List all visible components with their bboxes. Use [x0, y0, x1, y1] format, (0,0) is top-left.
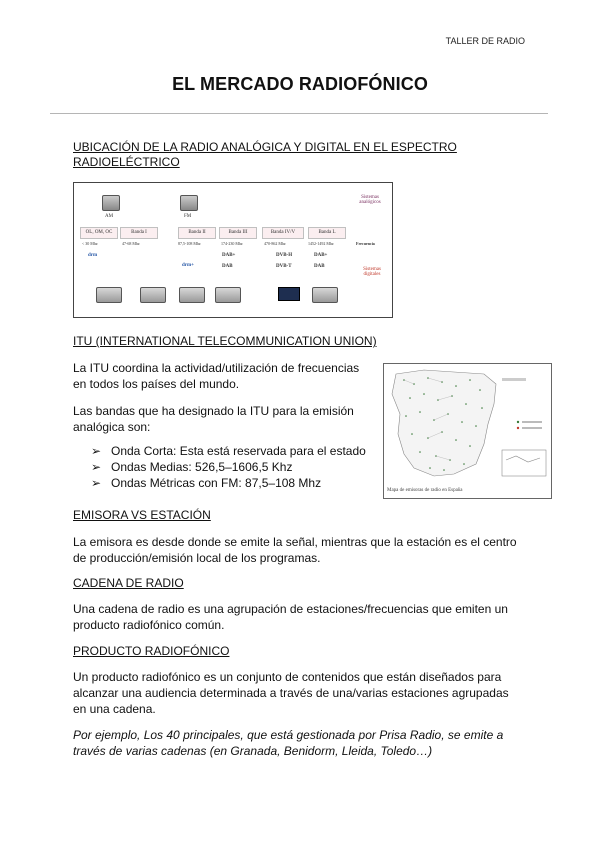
freq-label: 1452-1492 Mhz: [308, 241, 334, 246]
digital-radio-device: [140, 287, 166, 303]
arrow-bullet-icon: ➢: [91, 476, 102, 490]
producto-example-line1: Por ejemplo, Los 40 principales, que está gestionada por Prisa Radio, se emite a: [73, 728, 504, 742]
freq-label: 470-862 Mhz: [264, 241, 286, 246]
spectrum-figure: [73, 182, 393, 318]
section-heading-producto: PRODUCTO RADIOFÓNICO: [73, 644, 230, 658]
itu-paragraph1-line1: La ITU coordina la actividad/utilización de frecuencias: [73, 361, 360, 375]
title-divider: [50, 113, 548, 114]
band-cell: Banda IV/V: [262, 227, 304, 239]
freq-label: < 30 Mhz: [82, 241, 98, 246]
map-graphic: [384, 364, 551, 498]
itu-paragraph2-line1: Las bandas que ha designado la ITU para la emisión: [73, 404, 354, 418]
page-title: EL MERCADO RADIOFÓNICO: [172, 74, 428, 94]
itu-paragraph2-line2: analógica son:: [73, 420, 151, 434]
bullet-item: [91, 459, 292, 475]
am-radio-icon: [102, 195, 120, 211]
emisora-line1: La emisora es desde donde se emite la señal, mientras que la estación es el centro: [73, 535, 517, 549]
freq-label: 47-68 Mhz: [122, 241, 140, 246]
analog-systems-label: Sistemas analógicos: [359, 195, 381, 205]
section-heading-spectrum-line2: RADIOELÉCTRICO: [73, 155, 180, 169]
arrow-bullet-icon: ➢: [91, 444, 102, 458]
fm-radio-icon: [180, 195, 198, 211]
cadena-line1: Una cadena de radio es una agrupación de estaciones/frecuencias que emiten un: [73, 602, 508, 616]
dab-plus-logo-l: DAB+: [314, 253, 328, 258]
spain-radio-map: [383, 363, 552, 499]
freq-label: 87,5-108 Mhz: [178, 241, 201, 246]
bullet-text: Ondas Medias: 526,5–1606,5 Khz: [111, 460, 293, 474]
digital-radio-device: [179, 287, 205, 303]
itu-paragraph1-line2: en todos los países del mundo.: [73, 377, 240, 391]
dvb-h-logo: DVB-H: [276, 253, 293, 258]
digital-radio-device: [312, 287, 338, 303]
producto-example-line2: través de varias cadenas (en Granada, Benidorm, Lleida, Toledo…): [73, 744, 433, 758]
drm-logo: drm: [88, 253, 98, 258]
band-cell: OL, OM, OC: [80, 227, 118, 239]
dab-logo: DAB: [222, 264, 233, 269]
document-header-label: TALLER DE RADIO: [445, 36, 525, 46]
band-cell: Banda II: [178, 227, 216, 239]
am-label: AM: [105, 214, 114, 219]
producto-line2: alcanzar una audiencia determinada a través de una/varias estaciones agrupadas: [73, 686, 509, 700]
tv-device: [278, 287, 300, 301]
digital-radio-device: [96, 287, 122, 303]
cadena-line2: producto radiofónico común.: [73, 618, 225, 632]
producto-line1: Un producto radiofónico es un conjunto de contenidos que están diseñados para: [73, 670, 502, 684]
bullet-text: Ondas Métricas con FM: 87,5–108 Mhz: [111, 476, 322, 490]
drm-plus-logo: drm+: [182, 263, 195, 268]
arrow-bullet-icon: ➢: [91, 460, 102, 474]
bullet-item: [91, 443, 366, 459]
fm-label: FM: [184, 214, 192, 219]
dvb-t-logo: DVB-T: [276, 264, 292, 269]
frequency-axis-label: Frecuencia: [356, 241, 375, 246]
emisora-line2: de producción/emisión local de los programas.: [73, 551, 321, 565]
freq-label: 174-230 Mhz: [221, 241, 243, 246]
dab-plus-logo: DAB+: [222, 253, 236, 258]
band-cell: Banda I: [120, 227, 158, 239]
band-cell: Banda III: [219, 227, 257, 239]
digital-radio-device: [215, 287, 241, 303]
bullet-item: [91, 475, 321, 491]
bullet-text: Onda Corta: Esta está reservada para el estado: [111, 444, 366, 458]
section-heading-emisora: EMISORA VS ESTACIÓN: [73, 508, 211, 522]
band-cell: Banda L: [308, 227, 346, 239]
producto-line3: en una cadena.: [73, 702, 156, 716]
section-heading-itu: ITU (INTERNATIONAL TELECOMMUNICATION UNION): [73, 334, 377, 348]
digital-systems-label: Sistemas digitales: [363, 267, 381, 277]
dab-logo-l: DAB: [314, 264, 325, 269]
section-heading-cadena: CADENA DE RADIO: [73, 576, 184, 590]
section-heading-spectrum-line1: UBICACIÓN DE LA RADIO ANALÓGICA Y DIGITAL EN EL ESPECTRO: [73, 140, 457, 154]
map-caption: Mapa de emisoras de radio en España: [387, 488, 463, 493]
